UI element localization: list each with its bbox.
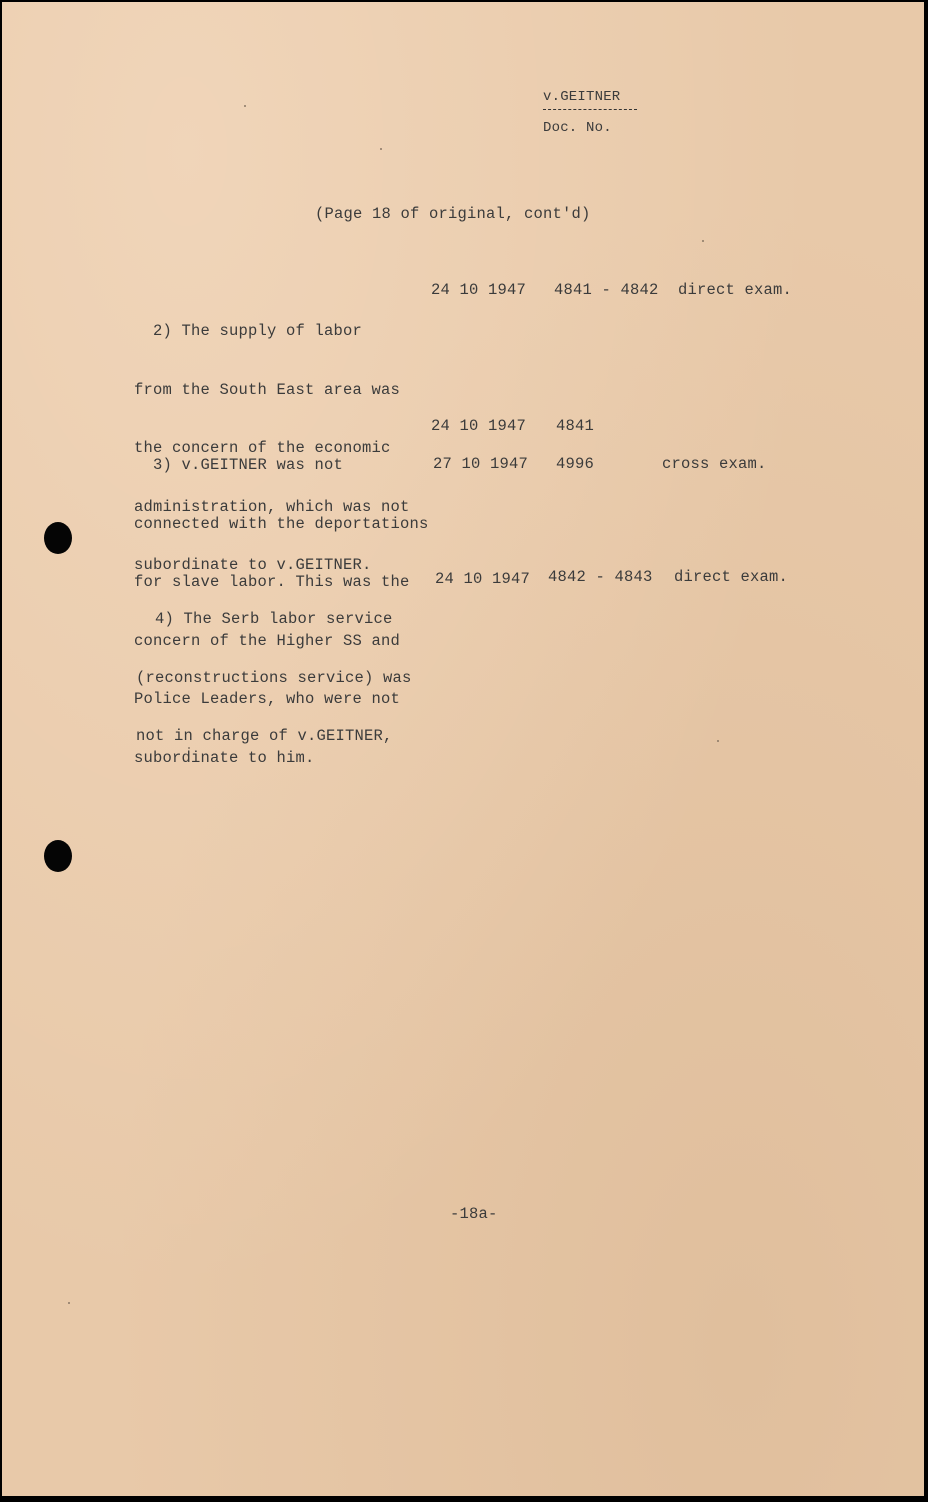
item-3-ref-2-pages: 4996: [556, 455, 595, 473]
item-text-line: for slave labor. This was the: [134, 573, 410, 591]
paper-speck: [702, 240, 704, 242]
item-4-text: [136, 571, 436, 786]
defendant-name: v.GEITNER: [543, 89, 621, 105]
item-3-ref-2-date: 27 10 1947: [433, 455, 529, 473]
item-2-ref-pages: 4841 - 4842: [554, 281, 659, 299]
item-text-line: subordinate to him.: [134, 748, 315, 767]
item-text-line: 2) The supply of labor: [134, 322, 363, 340]
item-text-line: administration, which was not: [134, 497, 410, 516]
item-3-ref-2-exam: cross exam.: [662, 455, 767, 473]
page-continuation-note: (Page 18 of original, cont'd): [315, 205, 591, 223]
item-text-line: Police Leaders, who were not: [134, 690, 401, 708]
item-text-line: concern of the Higher SS and: [134, 631, 401, 650]
page-number: -18a-: [450, 1205, 498, 1223]
document-page: [2, 2, 924, 1496]
item-text-line: (reconstructions service) was: [136, 668, 412, 687]
paper-speck: [717, 740, 719, 742]
header-underline: [543, 109, 637, 110]
item-text-line: the concern of the economic: [134, 439, 391, 457]
item-4-ref-exam: direct exam.: [674, 568, 789, 586]
item-4-ref-pages: 4842 - 4843: [548, 568, 653, 586]
item-text-line: from the South East area was: [134, 380, 401, 399]
item-4-ref-date: 24 10 1947: [435, 570, 531, 588]
item-2-ref-date: 24 10 1947: [431, 281, 527, 299]
item-text-line: subordinate to v.GEITNER.: [134, 556, 372, 574]
item-text-line: connected with the deportations: [134, 514, 429, 533]
item-text-line: 3) v.GEITNER was not: [134, 456, 344, 474]
punch-hole-top: [44, 522, 72, 554]
document-number-label: Doc. No.: [543, 120, 612, 136]
punch-hole-bottom: [44, 840, 72, 872]
paper-speck: [380, 148, 382, 150]
item-3-ref-1-date: 24 10 1947: [431, 417, 527, 435]
item-2-ref-exam: direct exam.: [678, 281, 793, 299]
item-text-line: 4) The Serb labor service: [136, 610, 393, 628]
paper-speck: [68, 1302, 70, 1304]
paper-speck: [244, 105, 246, 107]
item-text-line: not in charge of v.GEITNER,: [136, 727, 393, 745]
item-3-ref-1-pages: 4841: [556, 417, 595, 435]
